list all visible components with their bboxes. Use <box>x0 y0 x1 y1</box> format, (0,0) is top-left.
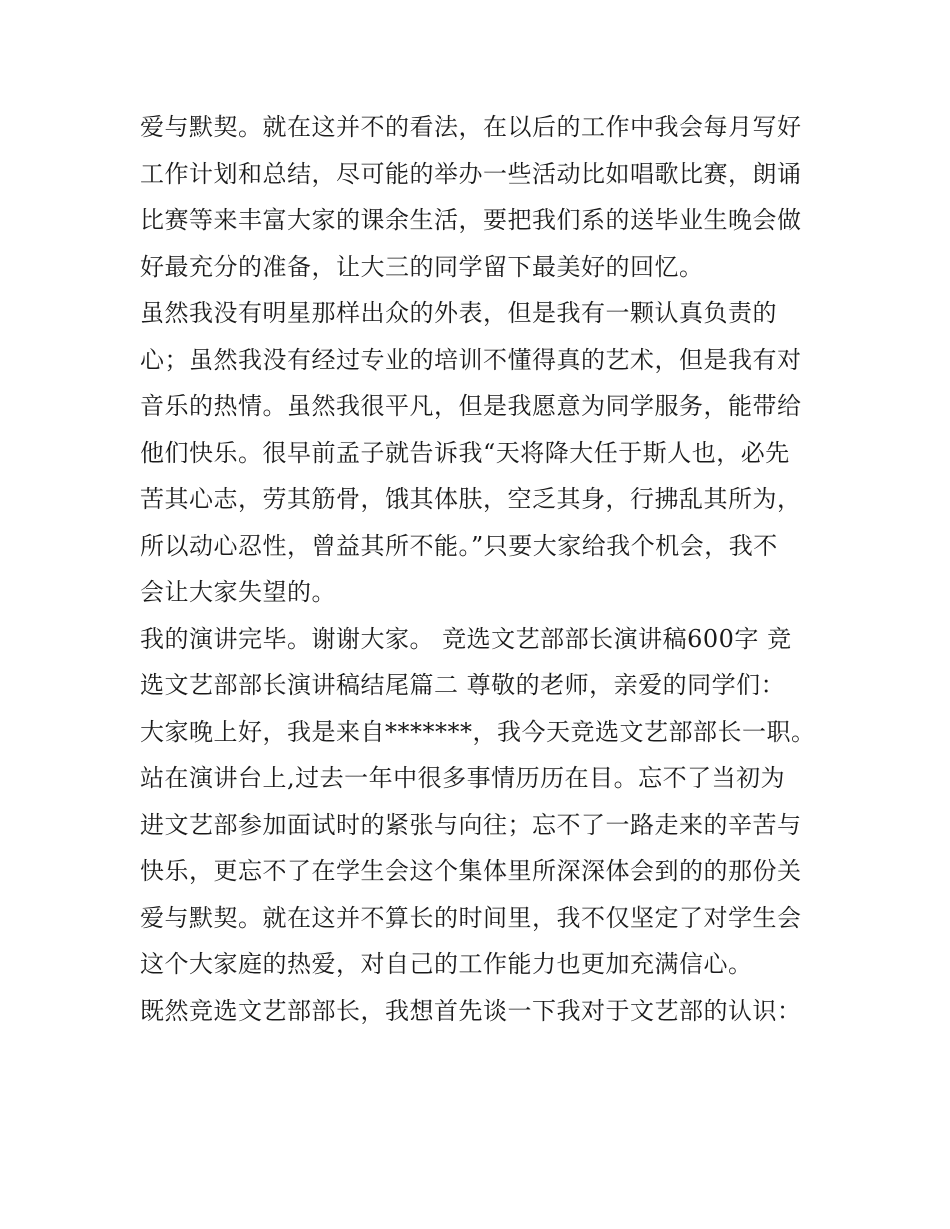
text-line-8: 他们快乐。很早前孟子就告诉我“天将降大任于斯人也，必先 <box>140 438 790 467</box>
text-line-15: 站在演讲台上,过去一年中很多事情历历在目。忘不了当初为 <box>140 764 786 792</box>
text-line-11: 会让大家失望的。 <box>140 578 336 606</box>
text-line-4: 好最充分的准备，让大三的同学留下最美好的回忆。 <box>140 252 704 281</box>
text-line-20: 既然竞选文艺部部长，我想首先谈一下我对于文艺部的认识： <box>140 996 802 1025</box>
text-line-1: 爱与默契。就在这并不的看法，在以后的工作中我会每月写好 <box>140 113 802 141</box>
text-line-13: 选文艺部部长演讲稿结尾篇二 尊敬的老师，亲爱的同学们： <box>140 671 786 699</box>
text-line-10: 所以动心忍性，曾益其所不能。”只要大家给我个机会，我不 <box>140 531 778 560</box>
text-line-3: 比赛等来丰富大家的课余生活，要把我们系的送毕业生晚会做 <box>140 206 802 234</box>
text-line-2: 工作计划和总结，尽可能的举办一些活动比如唱歌比赛，朗诵 <box>140 159 802 188</box>
document-page <box>140 104 820 1034</box>
text-line-17: 快乐，更忘不了在学生会这个集体里所深深体会到的的那份关 <box>140 857 802 885</box>
text-line-12: 我的演讲完毕。谢谢大家。 竞选文艺部部长演讲稿600字 竞 <box>140 624 792 653</box>
text-line-18: 爱与默契。就在这并不算长的时间里，我不仅坚定了对学生会 <box>140 903 802 932</box>
text-line-19: 这个大家庭的热爱，对自己的工作能力也更加充满信心。 <box>140 950 753 978</box>
text-line-5: 虽然我没有明星那样出众的外表，但是我有一颗认真负责的 <box>140 299 777 327</box>
text-line-6: 心；虽然我没有经过专业的培训不懂得真的艺术，但是我有对 <box>140 345 802 374</box>
text-line-16: 进文艺部参加面试时的紧张与向往；忘不了一路走来的辛苦与 <box>140 810 802 839</box>
text-line-9: 苦其心志，劳其筋骨，饿其体肤，空乏其身，行拂乱其所为， <box>140 485 802 513</box>
text-line-7: 音乐的热情。虽然我很平凡，但是我愿意为同学服务，能带给 <box>140 392 802 420</box>
text-line-14: 大家晚上好，我是来自*******，我今天竞选文艺部部长一职。 <box>140 717 816 746</box>
